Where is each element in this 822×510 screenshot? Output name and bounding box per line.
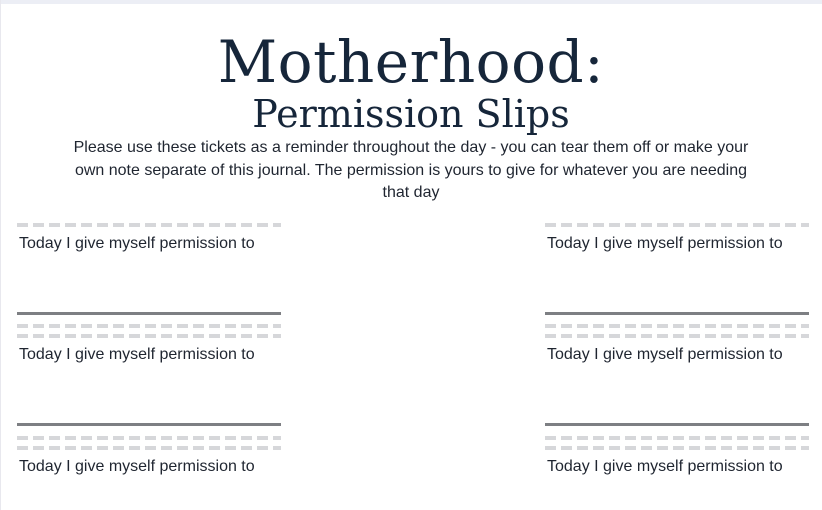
slip-left-2: Today I give myself permission to — [19, 346, 255, 363]
tear-line-bottom — [17, 446, 281, 450]
tear-line-top — [545, 324, 809, 328]
tear-line-top — [17, 436, 281, 440]
tear-line-top — [545, 223, 809, 227]
slip-writing-line — [545, 312, 809, 315]
page-subtitle: Permission Slips — [252, 92, 570, 136]
slip-right-2: Today I give myself permission to — [547, 346, 783, 363]
slip-left-1: Today I give myself permission to — [19, 235, 255, 252]
tear-line-bottom — [545, 334, 809, 338]
slip-left-3: Today I give myself permission to — [19, 458, 255, 475]
slip-writing-line — [17, 423, 281, 426]
top-border — [0, 0, 822, 4]
tear-line-top — [545, 436, 809, 440]
tear-line-top — [17, 223, 281, 227]
tear-line-bottom — [17, 334, 281, 338]
slip-writing-line — [17, 312, 281, 315]
slip-right-1: Today I give myself permission to — [547, 235, 783, 252]
intro-paragraph: Please use these tickets as a reminder throughout the day - you can tear them off or make your own note separate of this journal. The permission is yours to give for whatever you are needing that day — [73, 139, 749, 201]
slip-right-3: Today I give myself permission to — [547, 458, 783, 475]
tear-line-top — [17, 324, 281, 328]
page-title: Motherhood: — [217, 28, 605, 96]
slip-writing-line — [545, 423, 809, 426]
tear-line-bottom — [545, 446, 809, 450]
